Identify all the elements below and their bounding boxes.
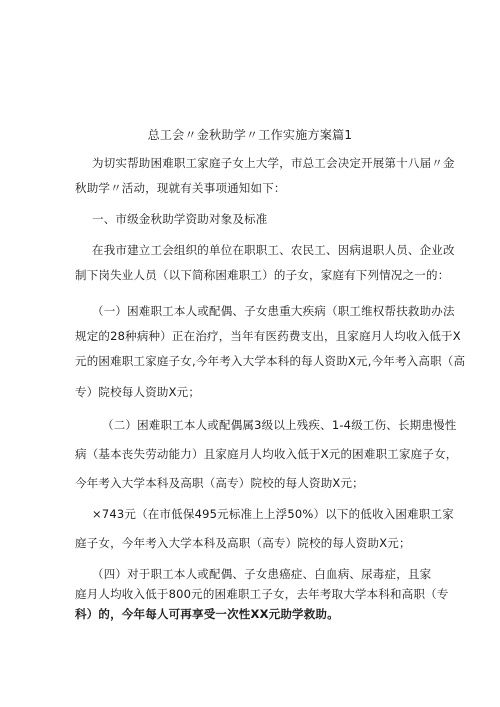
paragraph-line: ×743元（在市低保495元标准上上浮50%）以下的低收入困难职工家 [92, 507, 454, 521]
paragraph-line: 在我市建立工会组织的单位在职职工、农民工、因病退职人员、企业改 [92, 243, 455, 257]
paragraph-line: 秋助学〃活动，现就有关事项通知如下： [75, 181, 286, 195]
paragraph-line: 庭子女，今年考入大学本科及高职（高专）院校的每人资助X元； [75, 536, 411, 550]
paragraph-line: （二）困难职工本人或配偶属3级以上残疾、1-4级工伤、长期患慢性 [102, 418, 457, 432]
section-heading: 一、市级金秋助学资助对象及标准 [92, 212, 268, 226]
paragraph-line: 制下岗失业人员（以下简称困难职工）的子女，家庭有下列情况之一的： [75, 268, 450, 282]
paragraph-line: （四）对于职工本人或配偶、子女患癌症、白血病、尿毒症，且家 [92, 567, 432, 581]
paragraph-line: 科）的，今年每人可再享受一次性XX元助学救助。 [75, 607, 339, 621]
paragraph-line: 今年考入大学本科及高职（高专）院校的每人资助X元； [75, 476, 364, 490]
paragraph-line: 专）院校每人资助X元； [75, 385, 201, 399]
paragraph-line: 为切实帮助困难职工家庭子女上大学，市总工会决定开展第十八届〃金 [92, 156, 455, 170]
paragraph-line: 病（基本丧失劳动能力）且家庭月人均收入低于X元的困难职工家庭子女， [75, 447, 458, 461]
paragraph-line: 规定的28种病种）正在治疗，当年有医药费支出，且家庭月人均收入低于X [75, 329, 461, 343]
paragraph-line: （一）困难职工本人或配偶、子女患重大疾病（职工维权帮扶救助办法 [92, 304, 455, 318]
document-title: 总工会〃金秋助学〃工作实施方案篇1 [147, 128, 353, 142]
paragraph-line: 庭月人均收入低于800元的困难职工子女，去年考取大学本科和高职（专 [75, 587, 449, 601]
paragraph-line: 元的困难职工家庭子女,今年考入大学本科的每人资助X元,今年考入高职（高 [75, 354, 466, 368]
